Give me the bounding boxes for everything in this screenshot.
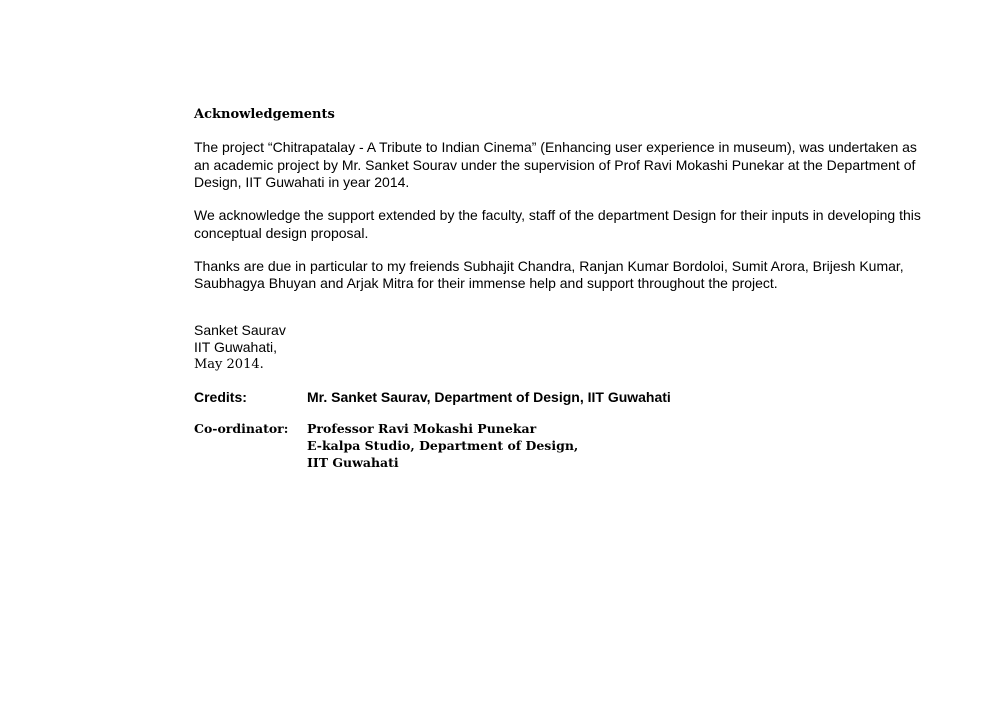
coordinator-label: Co-ordinator: — [194, 420, 289, 436]
acknowledgements-heading: Acknowledgements — [194, 107, 335, 122]
paragraph-faculty-support: We acknowledge the support extended by the faculty, staff of the department Design for their inputs in developing this conceptual design proposal. — [194, 207, 921, 241]
credits-row — [194, 388, 934, 406]
coordinator-institute: IIT Guwahati — [307, 454, 399, 470]
credits-value: Mr. Sanket Saurav, Department of Design, IIT Guwahati — [307, 388, 671, 405]
signature-date: May 2014. — [194, 356, 264, 372]
coordinator-name: Professor Ravi Mokashi Punekar — [307, 420, 537, 436]
coordinator-row — [194, 420, 934, 471]
paragraph-project-intro: The project “Chitrapatalay - A Tribute to Indian Cinema” (Enhancing user experience in museum), was undertaken as an academic project by Mr. Sanket Sourav under the supervision of Prof Ravi Mokashi Punekar at the Department of Design, IIT Guwahati in year 2014. — [194, 139, 917, 190]
credits-label: Credits: — [194, 388, 247, 405]
signature-block — [194, 322, 934, 373]
signature-name: Sanket Saurav — [194, 321, 286, 338]
document-page — [194, 106, 934, 471]
coordinator-details — [307, 420, 934, 471]
coordinator-studio: E-kalpa Studio, Department of Design, — [307, 437, 579, 453]
paragraph-thanks-friends: Thanks are due in particular to my freiends Subhajit Chandra, Ranjan Kumar Bordoloi, Sumit Arora, Brijesh Kumar, Saubhagya Bhuyan and Arjak Mitra for their immense help and support throughout the project. — [194, 257, 904, 291]
signature-institute: IIT Guwahati, — [194, 338, 278, 355]
